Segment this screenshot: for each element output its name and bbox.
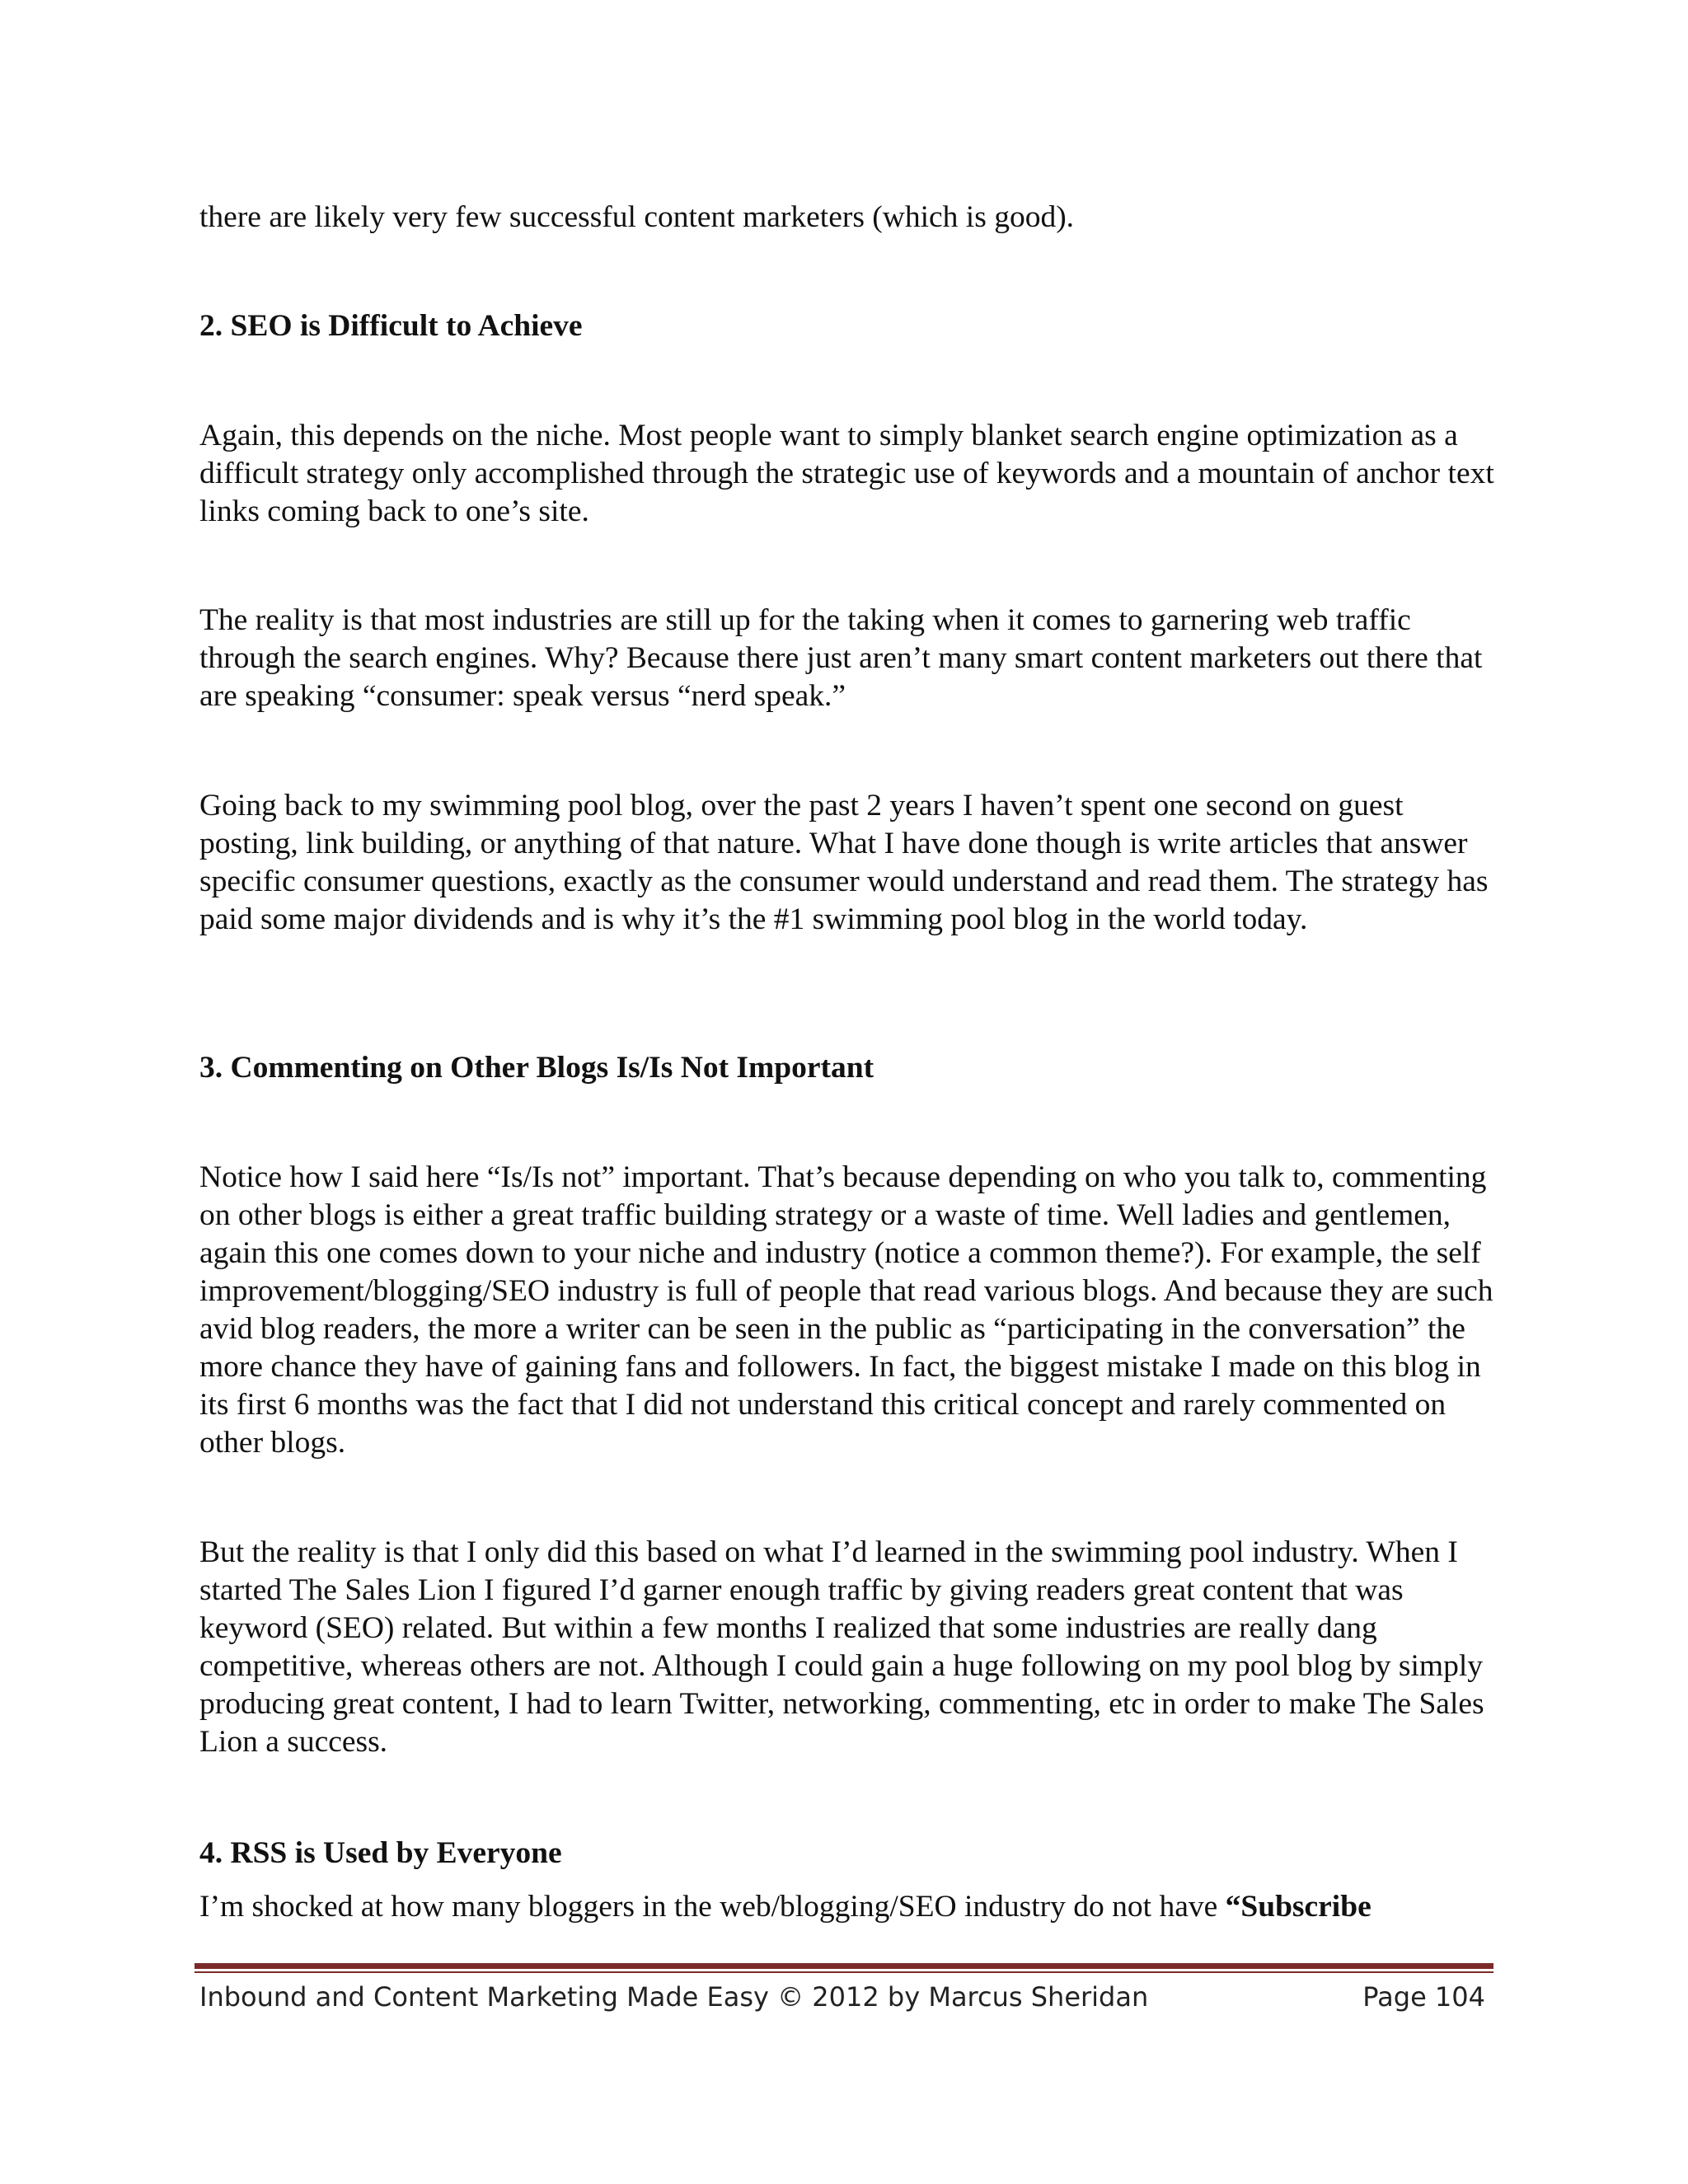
paragraph-rss-bold: “Subscribe — [1225, 1890, 1372, 1924]
paragraph-sales-lion: But the reality is that I only did this based on what I’d learned in the swimming pool industry. When I started The Sales Lion I figured I’d garner enough traffic by giving readers great content that was keyword (SEO) related. But within a few months I realized that some industries are really dang competitive, whereas others are not. Although I could gain a huge following on my pool blog by simply producing great content, I had to learn Twitter, networking, commenting, etc in order to make The Sales Lion a success. — [199, 1535, 1484, 1759]
section-heading-4: 4. RSS is Used by Everyone — [199, 1836, 562, 1870]
footer-book-title: Inbound and Content Marketing Made Easy © 2012 by Marcus Sheridan — [199, 1981, 1149, 2013]
paragraph-pool-blog: Going back to my swimming pool blog, over the past 2 years I haven’t spent one second on guest posting, link building, or anything of that nature. What I have done though is write articles that answer specific consumer questions, exactly as the consumer would understand and read them. The strategy has paid some major dividends and is why it’s the #1 swimming pool blog in the world today. — [199, 789, 1489, 936]
paragraph-continuation: there are likely very few successful content marketers (which is good). — [199, 200, 1075, 234]
footer-divider-thin — [195, 1971, 1493, 1973]
footer-page-number: Page 104 — [1362, 1981, 1485, 2013]
paragraph-seo-niche: Again, this depends on the niche. Most people want to simply blanket search engine optimization as a difficult strategy only accomplished through the strategic use of keywords and a mountain of anchor text links coming back to one’s site. — [199, 419, 1494, 528]
paragraph-rss-text: I’m shocked at how many bloggers in the web/blogging/SEO industry do not have — [199, 1890, 1226, 1924]
section-heading-3: 3. Commenting on Other Blogs Is/Is Not Important — [199, 1051, 874, 1085]
paragraph-rss — [199, 1888, 1502, 1926]
footer-divider — [195, 1963, 1493, 1969]
section-heading-2: 2. SEO is Difficult to Achieve — [199, 309, 583, 343]
paragraph-seo-reality: The reality is that most industries are still up for the taking when it comes to garnering web traffic through the search engines. Why? Because there just aren’t many smart content marketers out there that are speaking “consumer: speak versus “nerd speak.” — [199, 603, 1483, 713]
paragraph-commenting: Notice how I said here “Is/Is not” important. That’s because depending on who you talk to, commenting on other blogs is either a great traffic building strategy or a waste of time. Well ladies and gentlemen, again this one comes down to your niche and industry (notice a common theme?). For example, the self improvement/blogging/SEO industry is full of people that read various blogs. And because they are such avid blog readers, the more a writer can be seen in the public as “participating in the conversation” the more chance they have of gaining fans and followers. In fact, the biggest mistake I made on this blog in its first 6 months was the fact that I did not understand this critical concept and rarely commented on other blogs. — [199, 1160, 1493, 1460]
